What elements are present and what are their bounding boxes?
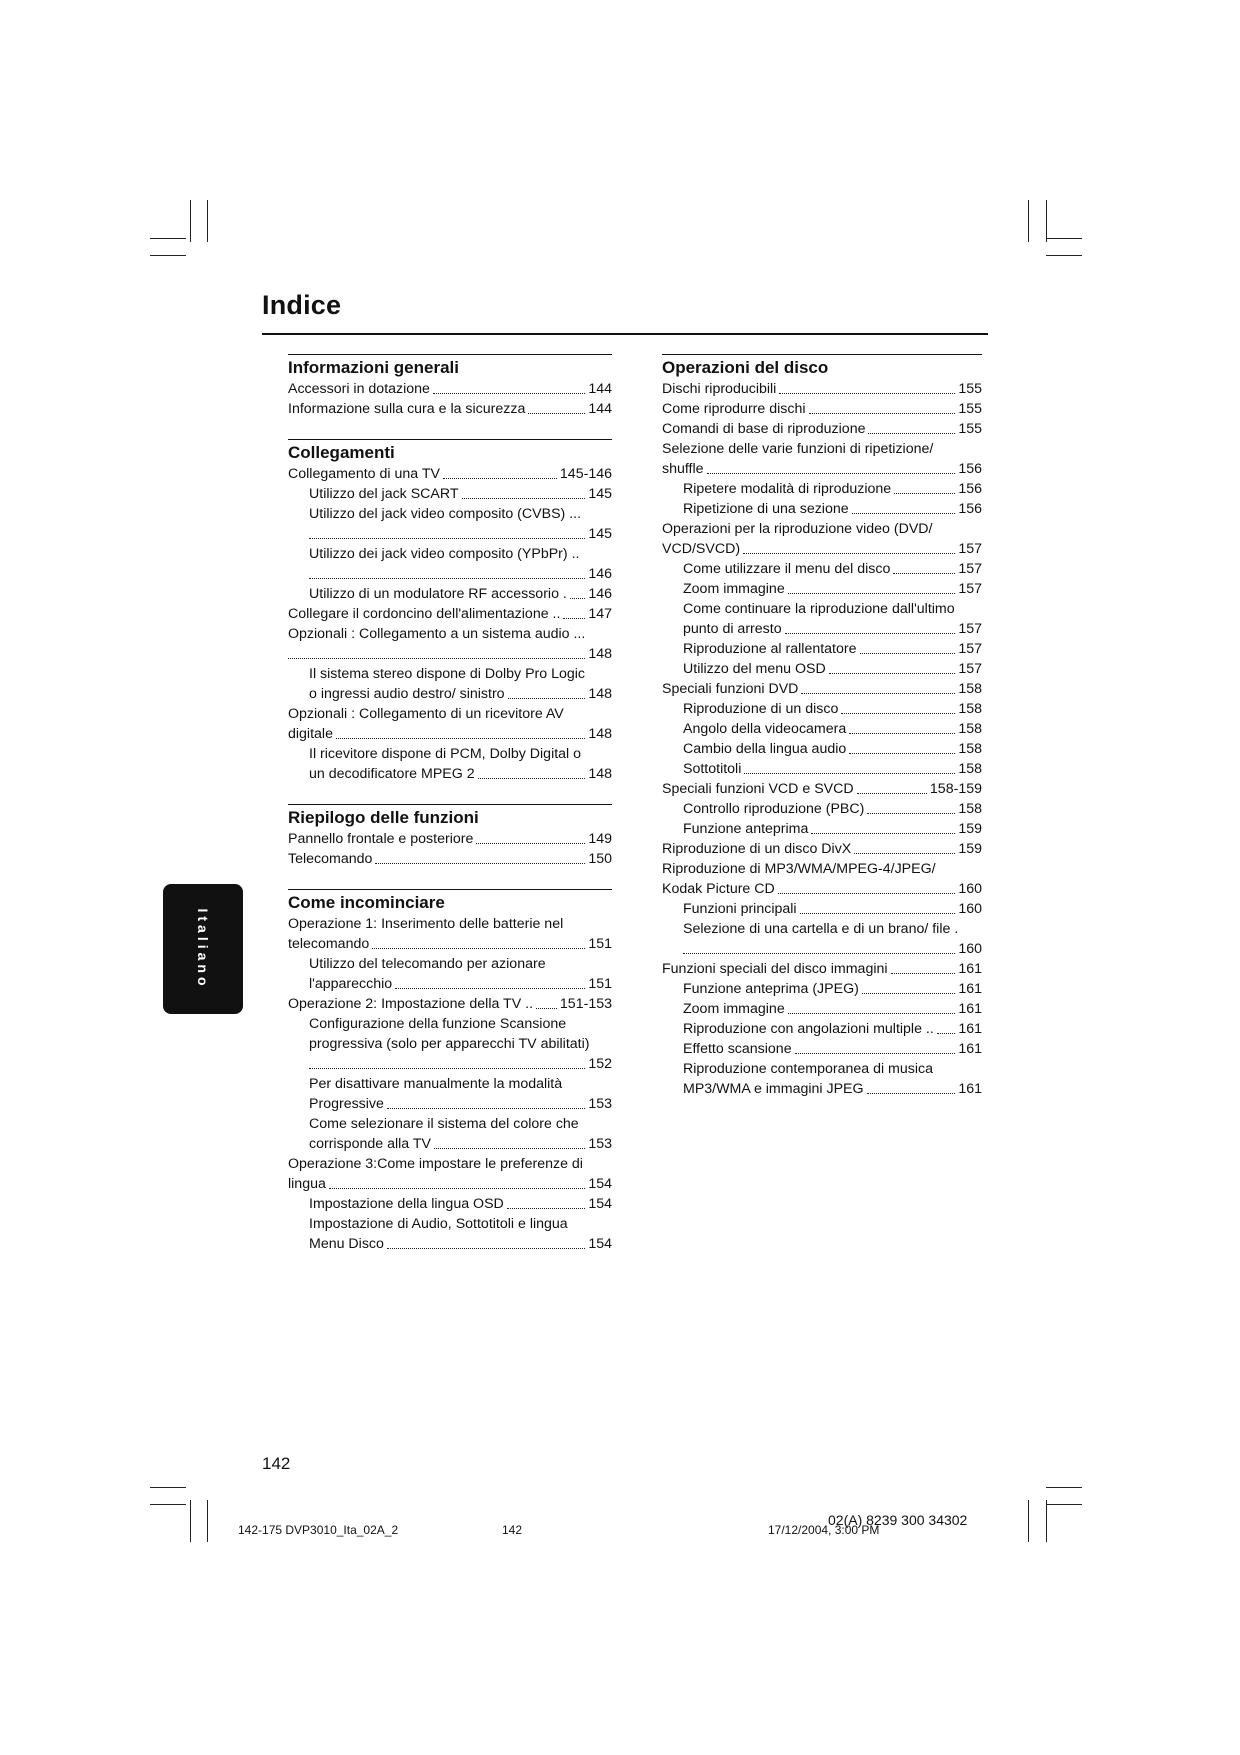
toc-entry-page: 161 <box>958 1081 982 1097</box>
toc-leader-dots <box>795 1053 956 1054</box>
toc-entry-text: Informazione sulla cura e la sicurezza <box>288 401 526 417</box>
toc-entry-text: Come utilizzare il menu del disco <box>683 561 891 577</box>
toc-entry <box>288 1054 612 1074</box>
toc-entry <box>288 1034 612 1054</box>
toc-entry <box>288 564 612 584</box>
toc-leader-dots <box>570 598 585 599</box>
footer-product-code: 02(A) 8239 300 34302 <box>828 1512 968 1528</box>
toc-leader-dots <box>336 738 585 739</box>
toc-leader-dots <box>507 1208 586 1209</box>
toc-entry <box>288 624 612 644</box>
toc-entry-text: Riproduzione con angolazioni multiple .. <box>683 1021 934 1037</box>
toc-entry-text: Riproduzione contemporanea di musica <box>683 1061 933 1077</box>
toc-entry <box>662 459 982 479</box>
toc-leader-dots <box>563 618 585 619</box>
toc-entry <box>288 1134 612 1154</box>
toc-leader-dots <box>801 693 955 694</box>
toc-entry-page: 145 <box>588 526 612 542</box>
toc-entry-text: Selezione di una cartella e di un brano/ file . <box>683 921 959 937</box>
toc-entry-page: 158 <box>958 681 982 697</box>
toc-leader-dots <box>288 658 585 659</box>
toc-entry-page: 145-146 <box>559 466 612 482</box>
toc-entry-page: 161 <box>958 981 982 997</box>
toc-section <box>288 354 612 419</box>
toc-entry-page: 145 <box>588 486 612 502</box>
toc-entry-text: Pannello frontale e posteriore <box>288 831 474 847</box>
toc-entry-text: Funzioni principali <box>683 901 797 917</box>
toc-leader-dots <box>862 993 955 994</box>
toc-entry <box>288 604 612 624</box>
toc-entry <box>662 599 982 619</box>
toc-entry-page: 158-159 <box>929 781 982 797</box>
toc-entry <box>288 1114 612 1134</box>
footer-date: 17/12/2004, 3:00 PM <box>768 1523 880 1537</box>
toc-entry <box>662 539 982 559</box>
toc-entry-page: 161 <box>958 1021 982 1037</box>
crop-mark <box>150 255 186 256</box>
toc-entry-text: Comandi di base di riproduzione <box>662 421 866 437</box>
crop-mark <box>1046 200 1047 242</box>
toc-leader-dots <box>443 478 557 479</box>
toc-entry-page: 144 <box>588 381 612 397</box>
toc-entry-text: Riproduzione al rallentatore <box>683 641 857 657</box>
toc-leader-dots <box>743 553 955 554</box>
toc-entry-page: 152 <box>588 1056 612 1072</box>
toc-entry-page: 148 <box>588 726 612 742</box>
toc-leader-dots <box>852 513 956 514</box>
toc-entry <box>662 639 982 659</box>
toc-entry <box>288 914 612 934</box>
crop-mark <box>1046 238 1082 239</box>
toc-entry <box>662 979 982 999</box>
toc-entry-text: Ripetere modalità di riproduzione <box>683 481 892 497</box>
toc-entry <box>288 1094 612 1114</box>
toc-entry <box>662 859 982 879</box>
toc-entry <box>662 899 982 919</box>
toc-entry <box>662 779 982 799</box>
crop-mark <box>1046 1504 1082 1505</box>
toc-entry-page: 153 <box>588 1096 612 1112</box>
toc-entry-text: MP3/WMA e immagini JPEG <box>683 1081 864 1097</box>
toc-entry-text: digitale <box>288 726 333 742</box>
toc-entry-text: lingua <box>288 1176 326 1192</box>
toc-leader-dots <box>476 843 585 844</box>
toc-entry-text: Configurazione della funzione Scansione <box>309 1016 567 1032</box>
toc-leader-dots <box>800 913 956 914</box>
toc-entry-text: Speciali funzioni DVD <box>662 681 799 697</box>
toc-leader-dots <box>387 1248 585 1249</box>
toc-entry <box>288 379 612 399</box>
toc-entry <box>288 464 612 484</box>
toc-entry-page: 157 <box>958 621 982 637</box>
toc-entry-text: o ingressi audio destro/ sinistro <box>309 686 505 702</box>
toc-entry-text: Telecomando <box>288 851 373 867</box>
toc-entry-text: Riproduzione di MP3/WMA/MPEG-4/JPEG/ <box>662 861 936 877</box>
toc-section <box>288 439 612 784</box>
toc-leader-dots <box>395 988 585 989</box>
toc-entry <box>662 739 982 759</box>
toc-entry <box>288 829 612 849</box>
toc-entry <box>288 1194 612 1214</box>
toc-entry <box>288 1174 612 1194</box>
toc-entry-text: Accessori in dotazione <box>288 381 430 397</box>
toc-entry-text: shuffle <box>662 461 704 477</box>
toc-entry <box>662 1039 982 1059</box>
toc-entry <box>288 1154 612 1174</box>
toc-entry <box>662 719 982 739</box>
toc-section-heading: Operazioni del disco <box>662 354 982 379</box>
toc-entry-text: Come continuare la riproduzione dall'ultimo <box>683 601 955 617</box>
toc-leader-dots <box>854 853 955 854</box>
page-number: 142 <box>262 1454 291 1473</box>
toc-entry <box>288 724 612 744</box>
toc-leader-dots <box>829 673 956 674</box>
toc-entry-text: Opzionali : Collegamento a un sistema audio ... <box>288 626 586 642</box>
toc-leader-dots <box>788 593 956 594</box>
toc-entry-text: Funzione anteprima (JPEG) <box>683 981 859 997</box>
toc-entry-text: Utilizzo del menu OSD <box>683 661 826 677</box>
toc-section <box>288 889 612 1254</box>
toc-entry <box>288 1074 612 1094</box>
toc-leader-dots <box>860 653 956 654</box>
toc-entry-text: Riproduzione di un disco DivX <box>662 841 852 857</box>
toc-entry-text: Utilizzo del jack video composito (CVBS) ... <box>309 506 582 522</box>
toc-entry-text: telecomando <box>288 936 370 952</box>
toc-entry <box>662 1079 982 1099</box>
toc-leader-dots <box>779 393 955 394</box>
toc-entry-page: 158 <box>958 801 982 817</box>
toc-entry-text: Collegare il cordoncino dell'alimentazione .. <box>288 606 561 622</box>
toc-leader-dots <box>937 1033 956 1034</box>
language-tab-label: Italiano <box>195 908 211 990</box>
toc-entry-page: 146 <box>588 566 612 582</box>
toc-leader-dots <box>811 833 955 834</box>
toc-entry <box>662 799 982 819</box>
toc-entry-page: 149 <box>588 831 612 847</box>
crop-mark <box>1028 1500 1029 1542</box>
crop-mark <box>190 1500 191 1542</box>
toc-entry-page: 155 <box>958 421 982 437</box>
toc-entry-text: Selezione delle varie funzioni di ripetizione/ <box>662 441 934 457</box>
toc-leader-dots <box>462 498 586 499</box>
toc-entry <box>662 399 982 419</box>
toc-entry-text: Zoom immagine <box>683 581 785 597</box>
toc-entry-page: 157 <box>958 581 982 597</box>
toc-entry <box>662 659 982 679</box>
toc-entry <box>288 584 612 604</box>
toc-entry <box>662 499 982 519</box>
toc-entry-text: Funzioni speciali del disco immagini <box>662 961 888 977</box>
toc-entry-text: Operazione 2: Impostazione della TV .. <box>288 996 534 1012</box>
toc-entry-text: Opzionali : Collegamento di un ricevitore AV <box>288 706 564 722</box>
toc-leader-dots <box>309 1068 585 1069</box>
toc-entry <box>662 699 982 719</box>
footer-page-number: 142 <box>502 1523 523 1537</box>
toc-entry-page: 157 <box>958 541 982 557</box>
toc-entry-page: 147 <box>588 606 612 622</box>
crop-mark <box>207 200 208 242</box>
toc-entry-text: Come selezionare il sistema del colore che <box>309 1116 579 1132</box>
toc-entry-page: 155 <box>958 401 982 417</box>
toc-leader-dots <box>809 413 956 414</box>
toc-entry <box>662 439 982 459</box>
toc-leader-dots <box>707 473 956 474</box>
toc-leader-dots <box>867 813 955 814</box>
toc-entry-text: Effetto scansione <box>683 1041 792 1057</box>
toc-leader-dots <box>744 773 955 774</box>
toc-entry-page: 160 <box>958 901 982 917</box>
toc-entry-page: 161 <box>958 961 982 977</box>
crop-mark <box>207 1500 208 1542</box>
toc-entry-page: 160 <box>958 881 982 897</box>
toc-entry-text: l'apparecchio <box>309 976 393 992</box>
toc-leader-dots <box>433 393 585 394</box>
toc-entry <box>662 939 982 959</box>
toc-entry-page: 151 <box>588 976 612 992</box>
toc-leader-dots <box>788 1013 956 1014</box>
toc-section <box>288 804 612 869</box>
toc-entry <box>662 379 982 399</box>
toc-entry-text: corrisponde alla TV <box>309 1136 431 1152</box>
toc-entry-text: punto di arresto <box>683 621 782 637</box>
toc-entry-text: Ripetizione di una sezione <box>683 501 849 517</box>
toc-entry-text: Impostazione della lingua OSD <box>309 1196 504 1212</box>
toc-entry-page: 156 <box>958 481 982 497</box>
toc-entry-page: 159 <box>958 841 982 857</box>
toc-entry-page: 150 <box>588 851 612 867</box>
toc-entry <box>662 419 982 439</box>
toc-entry <box>288 544 612 564</box>
toc-leader-dots <box>683 953 955 954</box>
toc-entry-text: Operazioni per la riproduzione video (DVD/ <box>662 521 933 537</box>
toc-leader-dots <box>387 1108 585 1109</box>
toc-entry <box>662 1059 982 1079</box>
toc-leader-dots <box>528 413 585 414</box>
toc-entry-page: 154 <box>588 1196 612 1212</box>
toc-entry-text: Il sistema stereo dispone di Dolby Pro Logic <box>309 666 586 682</box>
footer-file-name: 142-175 DVP3010_Ita_02A_2 <box>238 1523 399 1537</box>
toc-entry <box>288 1214 612 1234</box>
toc-entry <box>662 1019 982 1039</box>
toc-entry <box>288 664 612 684</box>
crop-mark <box>190 200 191 242</box>
toc-entry <box>662 679 982 699</box>
toc-entry-text: Come riprodurre dischi <box>662 401 806 417</box>
toc-entry-page: 148 <box>588 766 612 782</box>
crop-mark <box>1028 200 1029 242</box>
toc-section-heading: Come incominciare <box>288 889 612 914</box>
toc-entry <box>288 744 612 764</box>
toc-leader-dots <box>785 633 956 634</box>
toc-section-heading: Riepilogo delle funzioni <box>288 804 612 829</box>
toc-entry <box>288 1234 612 1254</box>
toc-entry-page: 156 <box>958 461 982 477</box>
toc-entry <box>288 994 612 1014</box>
toc-entry-text: Operazione 3:Come impostare le preferenze di <box>288 1156 583 1172</box>
toc-entry-text: Per disattivare manualmente la modalità <box>309 1076 563 1092</box>
toc-column-left <box>288 354 612 1274</box>
toc-entry-text: Progressive <box>309 1096 384 1112</box>
toc-entry-text: Dischi riproducibili <box>662 381 777 397</box>
toc-leader-dots <box>508 698 586 699</box>
toc-entry <box>662 879 982 899</box>
toc-entry-page: 148 <box>588 646 612 662</box>
toc-entry <box>662 559 982 579</box>
toc-entry-text: Menu Disco <box>309 1236 384 1252</box>
toc-entry-text: Kodak Picture CD <box>662 881 775 897</box>
toc-entry-page: 158 <box>958 741 982 757</box>
toc-leader-dots <box>849 733 955 734</box>
toc-section <box>662 354 982 1099</box>
toc-entry-page: 154 <box>588 1176 612 1192</box>
toc-entry <box>662 759 982 779</box>
toc-leader-dots <box>329 1188 585 1189</box>
toc-entry-text: Cambio della lingua audio <box>683 741 847 757</box>
toc-entry-text: Utilizzo del jack SCART <box>309 486 459 502</box>
toc-section-heading: Informazioni generali <box>288 354 612 379</box>
toc-entry <box>288 849 612 869</box>
toc-entry <box>288 764 612 784</box>
toc-entry <box>662 519 982 539</box>
toc-entry <box>288 954 612 974</box>
title-rule <box>262 333 988 335</box>
toc-leader-dots <box>849 753 955 754</box>
toc-entry-text: Sottotitoli <box>683 761 742 777</box>
toc-entry-page: 151 <box>588 936 612 952</box>
toc-entry-page: 154 <box>588 1236 612 1252</box>
toc-leader-dots <box>372 948 585 949</box>
language-tab <box>163 884 243 1014</box>
toc-entry <box>288 524 612 544</box>
toc-entry <box>662 819 982 839</box>
toc-leader-dots <box>478 778 586 779</box>
toc-entry-text: Riproduzione di un disco <box>683 701 839 717</box>
toc-entry-text: Utilizzo di un modulatore RF accessorio . <box>309 586 567 602</box>
toc-entry-page: 158 <box>958 761 982 777</box>
toc-entry-page: 144 <box>588 401 612 417</box>
toc-entry-text: Zoom immagine <box>683 1001 785 1017</box>
toc-entry-page: 146 <box>588 586 612 602</box>
toc-leader-dots <box>375 863 585 864</box>
toc-entry-text: Utilizzo dei jack video composito (YPbPr) .. <box>309 546 580 562</box>
toc-entry-page: 148 <box>588 686 612 702</box>
toc-leader-dots <box>894 493 955 494</box>
toc-entry-text: Funzione anteprima <box>683 821 809 837</box>
toc-entry-text: Collegamento di una TV <box>288 466 440 482</box>
toc-entry-page: 161 <box>958 1001 982 1017</box>
toc-leader-dots <box>778 893 956 894</box>
crop-mark <box>1046 1487 1082 1488</box>
toc-entry-text: Operazione 1: Inserimento delle batterie nel <box>288 916 564 932</box>
toc-entry-page: 157 <box>958 661 982 677</box>
toc-leader-dots <box>309 538 585 539</box>
toc-entry <box>288 684 612 704</box>
toc-entry <box>662 579 982 599</box>
toc-entry-page: 159 <box>958 821 982 837</box>
toc-entry-text: progressiva (solo per apparecchi TV abilitati) <box>309 1036 590 1052</box>
toc-entry-text: un decodificatore MPEG 2 <box>309 766 475 782</box>
toc-leader-dots <box>434 1148 585 1149</box>
toc-section-heading: Collegamenti <box>288 439 612 464</box>
toc-entry <box>288 974 612 994</box>
toc-entry <box>288 504 612 524</box>
toc-leader-dots <box>891 973 956 974</box>
toc-entry-page: 158 <box>958 701 982 717</box>
toc-entry <box>662 619 982 639</box>
toc-entry-page: 160 <box>958 941 982 957</box>
crop-mark <box>150 1504 186 1505</box>
toc-entry-text: Utilizzo del telecomando per azionare <box>309 956 546 972</box>
page-title: Indice <box>262 290 342 320</box>
toc-leader-dots <box>868 433 955 434</box>
toc-entry <box>288 644 612 664</box>
toc-entry-text: Il ricevitore dispone di PCM, Dolby Digital o <box>309 746 582 762</box>
toc-entry <box>288 704 612 724</box>
toc-entry <box>662 919 982 939</box>
toc-entry <box>288 484 612 504</box>
toc-entry-text: Angolo della videocamera <box>683 721 847 737</box>
toc-entry <box>288 399 612 419</box>
toc-entry <box>288 934 612 954</box>
toc-entry-page: 161 <box>958 1041 982 1057</box>
toc-column-right <box>662 354 982 1119</box>
toc-entry-page: 157 <box>958 561 982 577</box>
toc-entry <box>662 479 982 499</box>
toc-entry <box>288 1014 612 1034</box>
toc-entry <box>662 839 982 859</box>
toc-leader-dots <box>841 713 955 714</box>
toc-entry <box>662 959 982 979</box>
toc-leader-dots <box>309 578 585 579</box>
toc-entry-page: 151-153 <box>559 996 612 1012</box>
toc-entry-page: 157 <box>958 641 982 657</box>
toc-entry-page: 156 <box>958 501 982 517</box>
toc-entry-page: 155 <box>958 381 982 397</box>
toc-leader-dots <box>536 1008 557 1009</box>
toc-entry-text: VCD/SVCD) <box>662 541 741 557</box>
toc-entry-text: Impostazione di Audio, Sottotitoli e lingua <box>309 1216 568 1232</box>
toc-leader-dots <box>867 1093 956 1094</box>
toc-leader-dots <box>857 793 927 794</box>
toc-entry-page: 153 <box>588 1136 612 1152</box>
crop-mark <box>150 238 186 239</box>
crop-mark <box>1046 255 1082 256</box>
toc-entry <box>662 999 982 1019</box>
toc-entry-text: Controllo riproduzione (PBC) <box>683 801 865 817</box>
toc-entry-page: 158 <box>958 721 982 737</box>
toc-leader-dots <box>893 573 955 574</box>
crop-mark <box>150 1487 186 1488</box>
toc-entry-text: Speciali funzioni VCD e SVCD <box>662 781 854 797</box>
crop-mark <box>1046 1500 1047 1542</box>
